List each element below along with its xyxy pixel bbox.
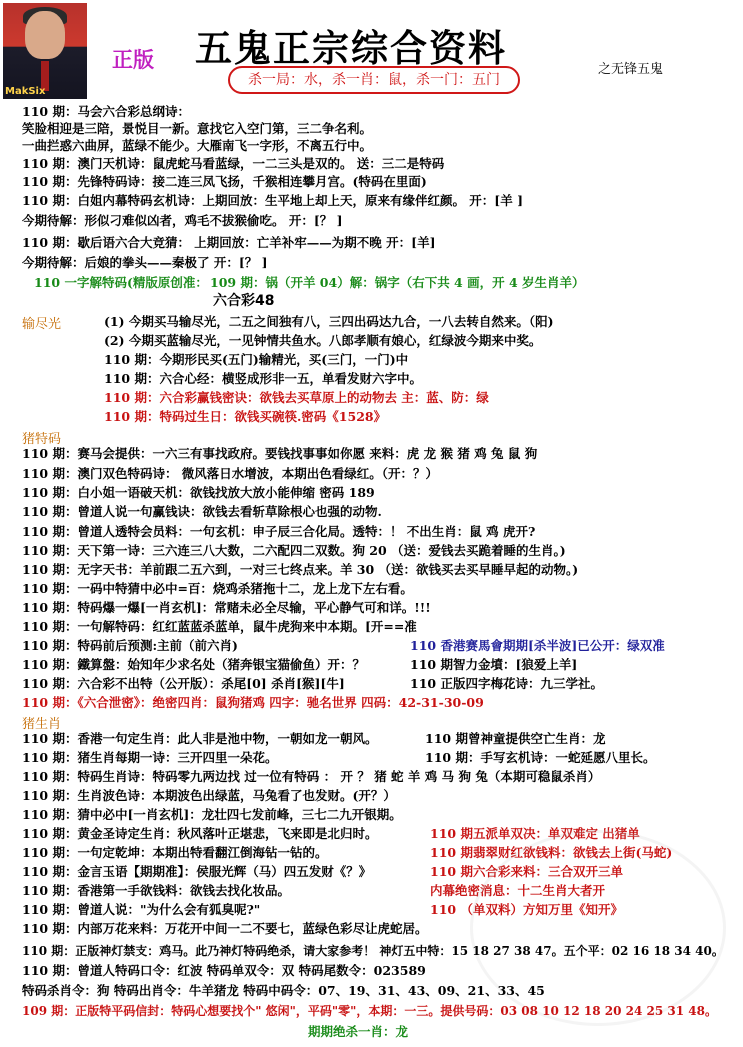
line: 110 期：赛马会提供：一六三有事找政府。要钱找事事如你愿 来料：虎 龙 猴 猪 鸡 兔 鼠 狗 [22,446,538,461]
lotto-label: 六合彩48 [213,293,275,309]
line: 110 期五派单双决：单双难定 出猪单 [430,826,640,841]
line: 110 期智力金墳：[狼爱上羊] [410,657,578,672]
line: 110 期：今期形民买(五门)输精光，买(三门，一门)中 [104,352,409,367]
line: 109 期：锅（开羊 04）解：锅字（右下共 4 画，开 4 岁生肖羊） [210,275,585,290]
line: 期期绝杀一肖：龙 [308,1024,409,1039]
line: 109 期：正版特平码信封：特码心想要找个" 悠闲"，平码"零"，本期：一三。提供号码：03 08 10 12 18 20 24 25 31 48。 [22,1004,718,1018]
line: 110 正版四字梅花诗：九三学社。 [410,676,603,691]
line: (2) 今期买蓝输尽光，一见钟情共鱼水。八郎孝顺有娘心，红绿波今期来中奖。 [104,333,542,348]
zhengban-label: 正版 [112,48,154,72]
line: 110 期：特码前后预测:主前（前六肖) [22,638,238,653]
line: 110 期：天下第一诗：三六连三八大数，二六配四二双数。狗 20 （送：爱钱去买跪着睡的生肖。) [22,543,566,558]
line: 110 期：曾道人透特会员料：一句玄机：申子辰三合化局。透特：！ 不出生肖：鼠 鸡 虎开? [22,524,536,539]
line: 110 期：曾道人特码口令：红波 特码单双令：双 特码尾数令：023589 [22,963,426,978]
line: 110 期：一句定乾坤：本期出特看翻江倒海钻一钻的。 [22,845,328,860]
line: 110 期：澳门天机诗：鼠虎蛇马看蓝绿，一二三头是双的。 送：三二是特码 [22,156,445,171]
line: 110 一字解特码(精版原创准： [34,275,208,290]
line: 笑脸相迎是三陪，景悦目一新。意找它入空门第，三二争名利。 [22,121,373,136]
line: 110 期：一码中特猜中必中=百：烧鸡杀猪拖十二，龙上龙下左右看。 [22,581,413,596]
line: 110 期：马会六合彩总纲诗： [22,104,190,119]
line: 110 期：金言玉语【期期准】：侯服光辉（马）四五发财《？》 [22,864,372,879]
line: 110 期：正版神灯禁支：鸡马。此乃神灯特码绝杀，请大家参考！ 神灯五中特：15 18 27 38 47。五个平：02 16 18 34 40。 [22,944,724,958]
line: 110 期：特码爆一爆[一肖玄机]：常赌未必全尽输，平心静气可和详。!!! [22,600,431,615]
line: 内幕绝密消息：十二生肖大者开 [430,883,606,898]
line: 110 期：六合心经：横竖成形非一五，单看发财六字中。 [104,371,422,386]
line: 110 期：《六合泄密》：绝密四肖：鼠狗猪鸡 四字：驰名世界 四码：42-31-30-09 [22,695,484,710]
line: 110 期：黄金圣诗定生肖：秋风落叶正堪悲，飞来即是北归时。 [22,826,378,841]
line: 110 期：鐵算盤：始知年少求名处（猪奔银宝猫偷鱼）开：？ [22,657,365,672]
author-photo [3,3,87,99]
section-zhumao: 猪特码 [22,432,62,447]
line: 110 期：白小姐一语破天机：欲钱找放大放小能伸缩 密码 189 [22,485,375,500]
line: 110 期曾神童提供空亡生肖：龙 [425,731,606,746]
line: 110 期：香港第一手欲钱料：欲钱去找化妆品。 [22,883,290,898]
photo-face [25,11,65,59]
author-name: 之无锋五鬼 [598,62,664,77]
line: 今期待解：后娘的拳头——秦极了 开：[？ ] [22,255,268,270]
line: (1) 今期买马输尽光，二五之间独有八，三四出码达九合，一八去转自然来。（阳) [104,314,554,329]
line: 110 期：手写玄机诗：一蛇延愿八里长。 [425,750,656,765]
line: 110 （单双料）方知万里《知开》 [430,902,623,917]
line: 110 期：一句解特码：红红蓝蓝杀蓝单，鼠牛虎狗来中本期。[开==准 [22,619,417,634]
line: 110 期：澳门双色特码诗： 微风落日水增波，本期出色看绿红。（开：？） [22,466,439,481]
section-shushu: 输尽光 [22,317,62,332]
line: 110 期：特码生肖诗：特码零九两边找 过一位有特码 ： 开 ？ 猪 蛇 羊 鸡 马 狗 兔（本期可稳鼠杀肖） [22,769,601,784]
line: 110 期：猪生肖每期一诗：三开四里一朵花。 [22,750,278,765]
line: 110 期：内部万花来料：万花开中间一二不要七，蓝绿色彩尽让虎蛇居。 [22,921,428,936]
line: 110 期：无字天书：羊前跟二五六到，一对三七终点来。羊 30 （送：欲钱买去买早睡早起的动物。) [22,562,579,577]
line: 110 期：特码过生日：欲钱买碗筷.密码《1528》 [104,409,387,424]
line: 110 香港赛馬會期期[杀半波]已公开：绿双准 [410,638,665,653]
page-title: 五鬼正宗综合资料 [195,26,507,70]
line: 一曲拦惑六曲屏，蓝绿不能少。大雁南飞一字形，不离五行中。 [22,138,373,153]
line: 110 期：曾道人说一句赢钱诀：欲钱去看斩草除根心也强的动物. [22,504,382,519]
line: 特码杀肖令：狗 特码出肖令：牛羊猪龙 特码中码令：07、19、31、43、09、21、33、45 [22,983,545,998]
section-zhusx: 猪生肖 [22,717,62,732]
line: 110 期：六合彩不出特（公开版）：杀尾[0] 杀肖[猴][牛] [22,676,345,691]
line: 110 期：曾道人说："为什么会有狐臭呢?" [22,902,261,917]
line: 110 期六合彩来料：三合双开三单 [430,864,623,879]
kill-line: 杀一局：水，杀一肖：鼠，杀一门：五门 [228,66,520,94]
line: 110 期翡翠财红欲钱料：欲钱去上街(马蛇) [430,845,673,860]
line: 110 期：生肖波色诗：本期波色出绿蓝，马兔看了也发财。(开？） [22,788,396,803]
line: 110 期：白姐内幕特码玄机诗：上期回放：生平地上却上天，原来有缘伴红颜。 开：[羊 ] [22,193,523,208]
line: 110 期：先锋特码诗：接二连三凤飞扬，千猴相连攀月宫。(特码在里面) [22,174,427,189]
photo-logo: MakSix [5,86,46,97]
line: 110 期：六合彩赢钱密诀：欲钱去买草原上的动物去 主：蓝、防：绿 [104,390,489,405]
line: 110 期：猜中必中[一肖玄机]：龙壮四七发前峰，三七二九开银期。 [22,807,402,822]
line: 110 期：香港一句定生肖：此人非是池中物，一朝如龙一朝风。 [22,731,378,746]
line: 今期待解：形似刁难似凶者，鸡毛不拔猴偷吃。 开：[？ ] [22,213,343,228]
line: 110 期：歇后语六合大竞猜： 上期回放：亡羊补牢——为期不晚 开：[羊] [22,235,436,250]
